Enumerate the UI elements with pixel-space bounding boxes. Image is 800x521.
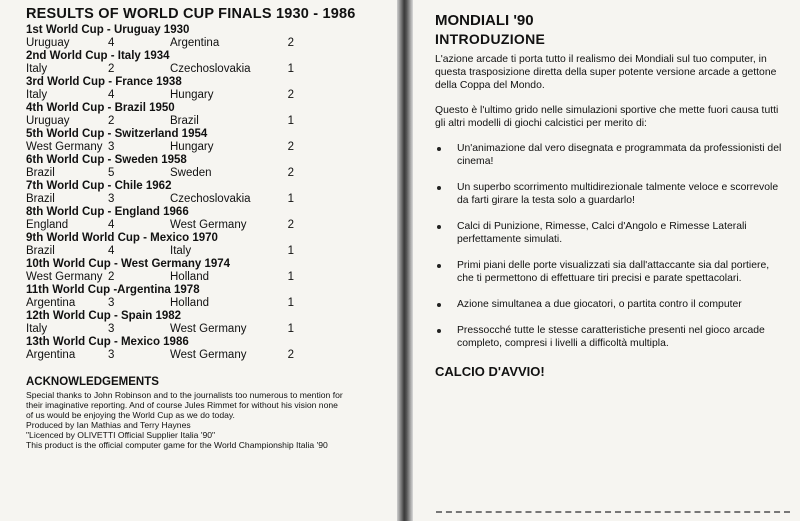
winner-team: England — [26, 219, 69, 231]
result-entry — [26, 76, 387, 102]
runner-up-score: 1 — [287, 115, 294, 127]
winner-score: 4 — [108, 219, 115, 231]
bullet-icon — [437, 225, 441, 229]
left-page — [0, 0, 397, 521]
feature-text: Un'animazione dal vero disegnata e programmata da professionisti del cinema! — [457, 143, 782, 167]
cup-title: 4th World Cup - Brazil 1950 — [26, 102, 175, 114]
feature-item — [435, 298, 788, 311]
winner-team: Uruguay — [26, 115, 70, 127]
bullet-icon — [437, 303, 441, 307]
result-entry — [26, 50, 387, 76]
winner-score: 5 — [108, 167, 115, 179]
runner-up-score: 2 — [287, 141, 294, 153]
result-entry — [26, 258, 387, 284]
intro-paragraph: L'azione arcade ti porta tutto il realismo dei Mondiali sul tuo computer, in questa trasposizione diretta della super potente versione arcade a gettone della Coppa del Mondo. — [435, 54, 777, 91]
runner-up-score: 1 — [287, 245, 294, 257]
runner-up-score: 2 — [287, 89, 294, 101]
runner-up-score: 2 — [287, 167, 294, 179]
result-entry — [26, 128, 387, 154]
cup-result — [26, 89, 387, 102]
winner-team: Italy — [26, 323, 48, 335]
winner-team: West Germany — [26, 141, 103, 153]
winner-score: 3 — [108, 141, 115, 153]
runner-up-team: Italy — [170, 245, 192, 257]
cup-title: 9th World World Cup - Mexico 1970 — [26, 232, 218, 244]
feature-text: Calci di Punizione, Rimesse, Calci d'Angolo e Rimesse Laterali perfettamente simulati. — [457, 221, 747, 245]
feature-item — [435, 181, 788, 207]
cup-result — [26, 297, 387, 310]
cup-result — [26, 115, 387, 128]
feature-item — [435, 259, 788, 285]
cup-result — [26, 63, 387, 76]
cup-result — [26, 219, 387, 232]
bullet-icon — [437, 329, 441, 333]
cup-result — [26, 349, 387, 362]
runner-up-score: 1 — [287, 193, 294, 205]
result-entry — [26, 102, 387, 128]
cup-title: 7th World Cup - Chile 1962 — [26, 180, 172, 192]
winner-score: 2 — [108, 271, 115, 283]
winner-team: Argentina — [26, 297, 76, 309]
winner-team: Italy — [26, 89, 48, 101]
runner-up-team: Holland — [170, 297, 209, 309]
mondiali-title: MONDIALI '90 — [435, 12, 534, 29]
acknowledgements-text — [26, 390, 387, 450]
runner-up-team: Hungary — [170, 89, 214, 101]
runner-up-score: 2 — [287, 37, 294, 49]
runner-up-score: 1 — [287, 271, 294, 283]
winner-score: 3 — [108, 323, 115, 335]
winner-team: Brazil — [26, 245, 55, 257]
introduction-heading: INTRODUZIONE — [435, 31, 546, 47]
cup-title: 13th World Cup - Mexico 1986 — [26, 336, 189, 348]
runner-up-score: 1 — [287, 63, 294, 75]
result-entry — [26, 284, 387, 310]
cup-title: 3rd World Cup - France 1938 — [26, 76, 182, 88]
runner-up-team: Brazil — [170, 115, 199, 127]
cup-result — [26, 323, 387, 336]
acknowledgement-line: their imaginative reporting. And of course Jules Rimmet for without his vision none — [26, 400, 338, 410]
runner-up-team: West Germany — [170, 219, 247, 231]
runner-up-team: Hungary — [170, 141, 214, 153]
winner-team: Argentina — [26, 349, 76, 361]
result-entry — [26, 206, 387, 232]
bottom-dashed-rule — [436, 511, 790, 513]
feature-item — [435, 220, 788, 246]
runner-up-score: 1 — [287, 323, 294, 335]
cup-result — [26, 271, 387, 284]
acknowledgement-line: Produced by Ian Mathias and Terry Haynes — [26, 420, 191, 430]
cup-title: 5th World Cup - Switzerland 1954 — [26, 128, 208, 140]
runner-up-team: West Germany — [170, 323, 247, 335]
book-gutter — [397, 0, 413, 521]
cup-title: 2nd World Cup - Italy 1934 — [26, 50, 170, 62]
cup-title: 10th World Cup - West Germany 1974 — [26, 258, 231, 270]
winner-team: Uruguay — [26, 37, 70, 49]
results-list — [26, 24, 387, 362]
acknowledgements-title: ACKNOWLEDGEMENTS — [26, 376, 159, 388]
feature-text: Pressocché tutte le stesse caratteristiche presenti nel gioco arcade completo, compresi i livelli a difficoltà multipla. — [457, 325, 765, 349]
winner-score: 3 — [108, 193, 115, 205]
winner-score: 3 — [108, 297, 115, 309]
runner-up-team: Czechoslovakia — [170, 193, 251, 205]
feature-item — [435, 324, 788, 350]
runner-up-team: Argentina — [170, 37, 220, 49]
result-entry — [26, 24, 387, 50]
winner-team: Brazil — [26, 167, 55, 179]
right-page — [413, 0, 800, 521]
runner-up-team: West Germany — [170, 349, 247, 361]
feature-text: Un superbo scorrimento multidirezionale talmente veloce e scorrevole da farti girare la testa solo a guardarlo! — [457, 182, 779, 206]
acknowledgement-line: of us would be enjoying the World Cup as we do today. — [26, 410, 235, 420]
bullet-icon — [437, 186, 441, 190]
result-entry — [26, 232, 387, 258]
cup-result — [26, 167, 387, 180]
result-entry — [26, 336, 387, 362]
cup-title: 1st World Cup - Uruguay 1930 — [26, 24, 190, 36]
acknowledgements — [26, 376, 387, 450]
winner-team: Italy — [26, 63, 48, 75]
winner-score: 2 — [108, 63, 115, 75]
winner-score: 2 — [108, 115, 115, 127]
bullet-icon — [437, 147, 441, 151]
winner-team: West Germany — [26, 271, 103, 283]
feature-text: Azione simultanea a due giocatori, o partita contro il computer — [457, 299, 742, 310]
result-entry — [26, 310, 387, 336]
feature-list — [435, 142, 788, 350]
acknowledgement-line: "Licenced by OLIVETTI Official Supplier Italia '90" — [26, 430, 216, 440]
runner-up-score: 1 — [287, 297, 294, 309]
runner-up-team: Holland — [170, 271, 209, 283]
results-title: RESULTS OF WORLD CUP FINALS 1930 - 1986 — [26, 6, 356, 22]
acknowledgement-line: This product is the official computer game for the World Championship Italia '90 — [26, 440, 328, 450]
runner-up-team: Czechoslovakia — [170, 63, 251, 75]
cup-title: 8th World Cup - England 1966 — [26, 206, 189, 218]
winner-score: 4 — [108, 37, 115, 49]
runner-up-team: Sweden — [170, 167, 212, 179]
result-entry — [26, 154, 387, 180]
cup-title: 11th World Cup -Argentina 1978 — [26, 284, 200, 296]
winner-score: 3 — [108, 349, 115, 361]
runner-up-score: 2 — [287, 219, 294, 231]
feature-item — [435, 142, 788, 168]
winner-score: 4 — [108, 245, 115, 257]
bullet-icon — [437, 264, 441, 268]
cup-result — [26, 245, 387, 258]
cup-result — [26, 37, 387, 50]
cup-result — [26, 193, 387, 206]
result-entry — [26, 180, 387, 206]
winner-team: Brazil — [26, 193, 55, 205]
cup-title: 6th World Cup - Sweden 1958 — [26, 154, 187, 166]
cup-title: 12th World Cup - Spain 1982 — [26, 310, 182, 322]
intro-paragraph-2: Questo è l'ultimo grido nelle simulazioni sportive che mette fuori causa tutti gli altri modelli di giochi calcistici per merito di: — [435, 105, 779, 129]
winner-score: 4 — [108, 89, 115, 101]
runner-up-score: 2 — [287, 349, 294, 361]
acknowledgement-line: Special thanks to John Robinson and to the journalists too numerous to mention for — [26, 390, 343, 400]
kickoff-heading: CALCIO D'AVVIO! — [435, 364, 545, 379]
feature-text: Primi piani delle porte visualizzati sia dall'attaccante sia dal portiere, che ti permettono di effettuare tiri precisi e parate spettacolari. — [457, 260, 770, 284]
cup-result — [26, 141, 387, 154]
